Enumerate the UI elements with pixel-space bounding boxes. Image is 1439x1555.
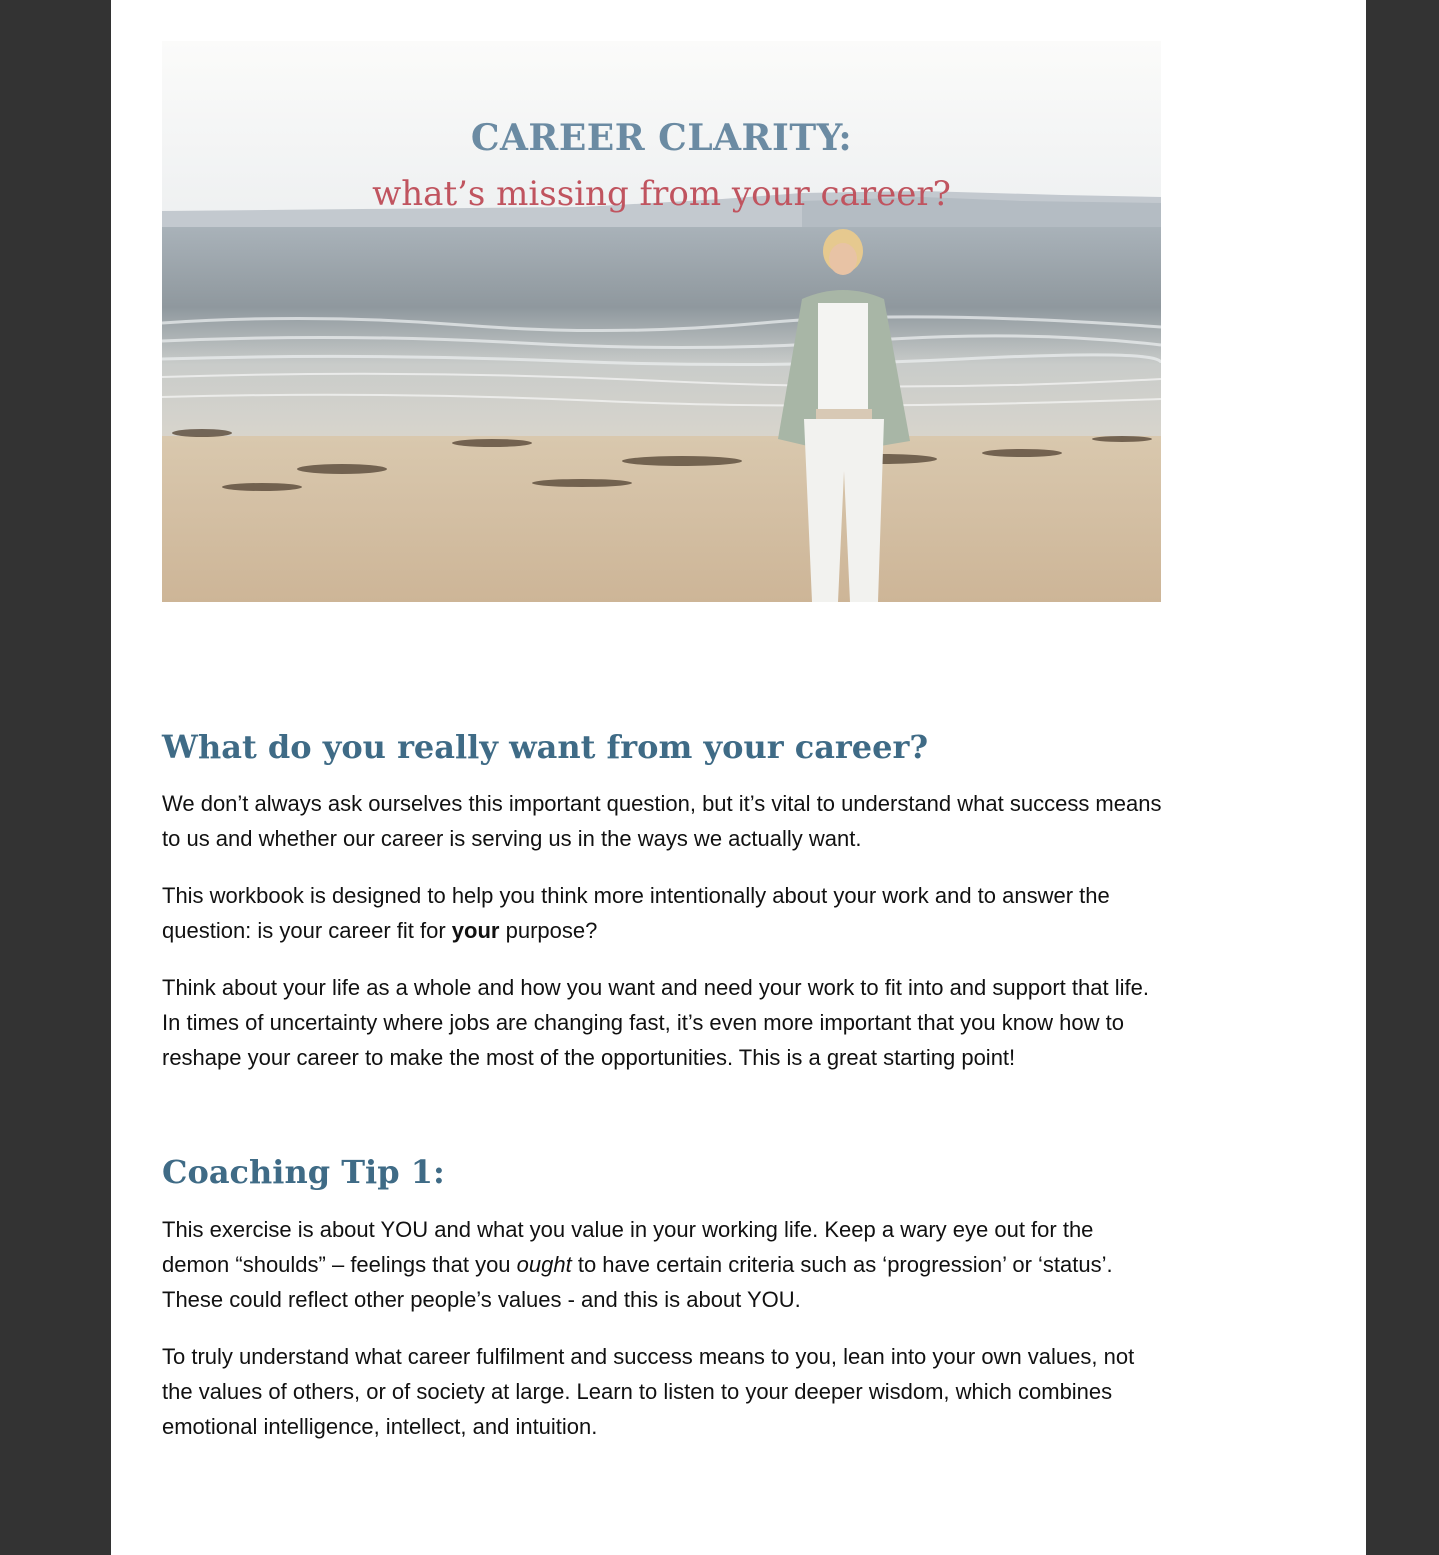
paragraph-text: purpose? [499, 918, 598, 944]
paragraph: Think about your life as a whole and how you want and need your work to fit into and support that life. In times of uncertainty where jobs are changing fast, it’s even more important that you know how to reshape your career to make the most of the opportunities. This is a great starting point! [162, 975, 1149, 1071]
section-heading-career: What do you really want from your career? [162, 728, 929, 766]
paragraph-text: This workbook is designed to help you think more intentionally about your work and to answer the question: is your career fit for [162, 883, 1110, 944]
emphasis-italic: ought [516, 1251, 572, 1277]
section-heading-coaching-tip: Coaching Tip 1: [162, 1153, 445, 1192]
paragraph: We don’t always ask ourselves this important question, but it’s vital to understand what success means to us and whether our career is serving us in the ways we actually want. [162, 791, 1162, 852]
paragraph: To truly understand what career fulfilment and success means to you, lean into your own values, not the values of others, or of society at large. Learn to listen to your deeper wisdom, which combines emotional intelligence, intellect, and intuition. [162, 1343, 1135, 1439]
emphasis-bold: your [451, 918, 500, 944]
paragraph-text: This exercise is about YOU and what you value in your working life. Keep a wary eye out for the demon “shoulds” – feelings that you [162, 1216, 1094, 1277]
hero-title: CAREER CLARITY: [470, 117, 853, 159]
hero-subtitle: what’s missing from your career? [372, 174, 951, 214]
spacer [162, 1097, 1162, 1153]
hero-banner [162, 41, 1161, 602]
paragraph [162, 1212, 1162, 1317]
document-page [111, 0, 1366, 1555]
paragraph [162, 878, 1162, 948]
document-content [162, 728, 1162, 1466]
paragraph-text: to have certain criteria such as ‘progression’ or ‘status’. These could reflect other people’s values - and this is about YOU. [162, 1251, 1113, 1312]
